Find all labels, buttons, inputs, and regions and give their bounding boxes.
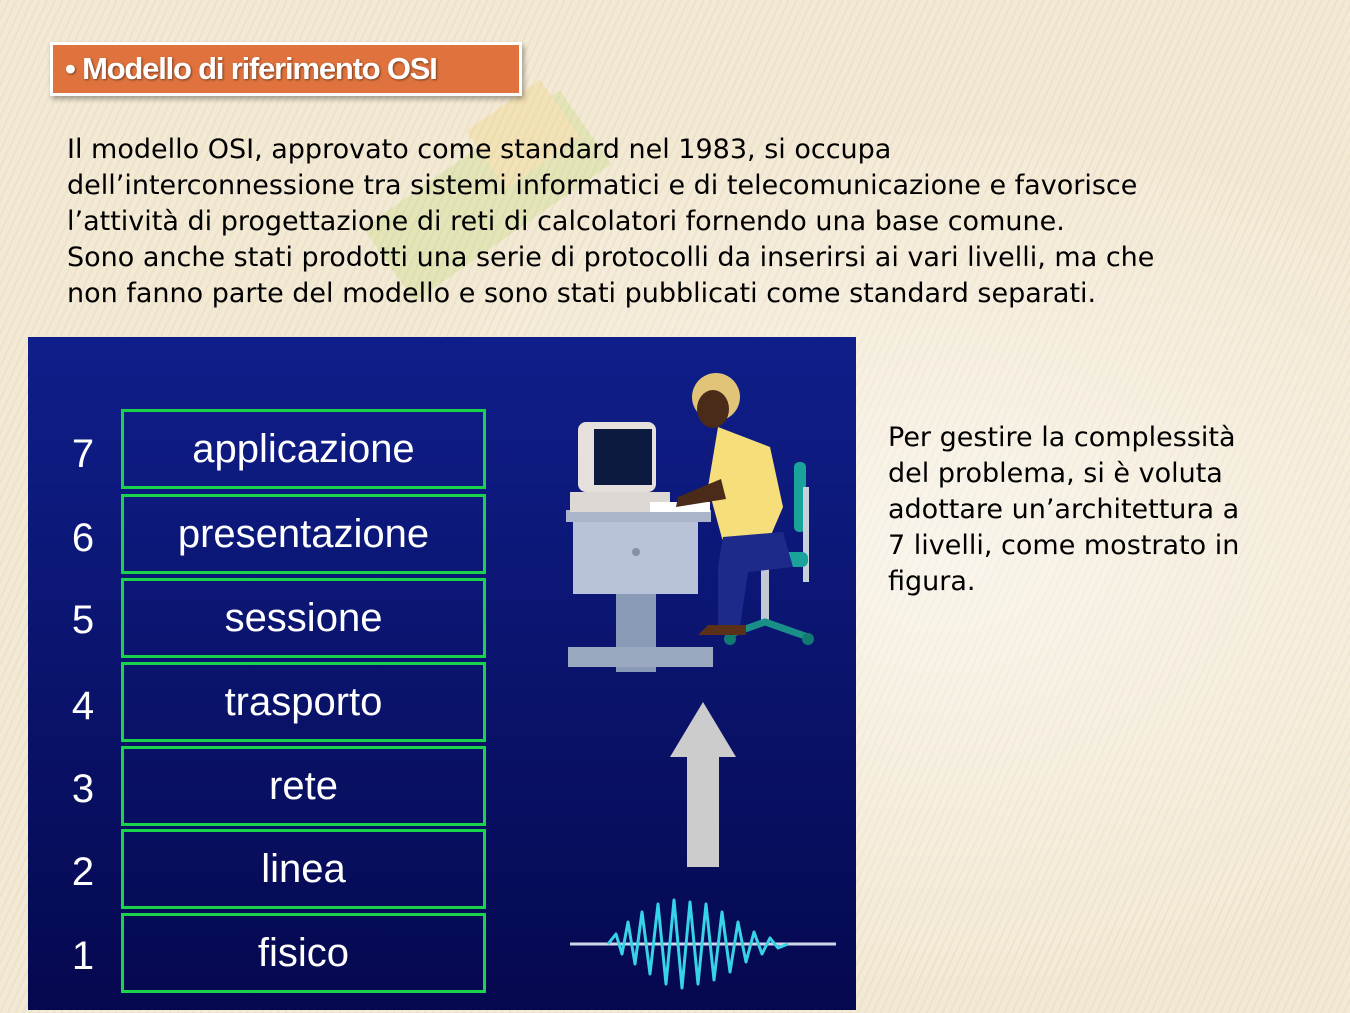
- intro-line: Sono anche stati prodotti una serie di protocolli da inserirsi ai vari livelli, ma che: [67, 242, 1155, 273]
- person-at-computer-icon: [558, 367, 828, 672]
- side-line: adottare un’architettura a: [888, 494, 1240, 525]
- layer-number: 1: [71, 934, 95, 978]
- layer-box-presentazione: presentazione: [121, 494, 486, 574]
- intro-line: l’attività di progettazione di reti di calcolatori fornendo una base comune.: [67, 206, 1065, 237]
- layer-box-rete: rete: [121, 746, 486, 826]
- intro-line: non fanno parte del modello e sono stati pubblicati come standard separati.: [67, 278, 1097, 309]
- layer-box-trasporto: trasporto: [121, 662, 486, 742]
- sine-wave-icon: [568, 892, 838, 992]
- layer-number: 5: [71, 598, 95, 642]
- intro-line: Il modello OSI, approvato come standard nel 1983, si occupa: [67, 134, 892, 165]
- side-line: del problema, si è voluta: [888, 458, 1223, 489]
- layer-number: 4: [71, 684, 95, 728]
- layer-box-applicazione: applicazione: [121, 409, 486, 489]
- slide-title-box: [50, 42, 522, 96]
- side-line: 7 livelli, come mostrato in: [888, 530, 1240, 561]
- layer-box-linea: linea: [121, 829, 486, 909]
- up-arrow-icon: [670, 702, 736, 867]
- layer-box-sessione: sessione: [121, 578, 486, 658]
- intro-paragraph: [67, 132, 1317, 312]
- layer-number: 3: [71, 767, 95, 811]
- layer-number: 2: [71, 850, 95, 894]
- side-line: Per gestire la complessità: [888, 422, 1236, 453]
- side-line: figura.: [888, 566, 976, 597]
- side-description: [888, 420, 1308, 600]
- layer-number: 7: [71, 432, 95, 476]
- slide-title: • Modello di riferimento OSI: [65, 51, 437, 86]
- intro-line: dell’interconnessione tra sistemi informatici e di telecomunicazione e favorisce: [67, 170, 1138, 201]
- osi-diagram-panel: [28, 337, 856, 1010]
- layer-box-fisico: fisico: [121, 913, 486, 993]
- layer-number: 6: [71, 516, 95, 560]
